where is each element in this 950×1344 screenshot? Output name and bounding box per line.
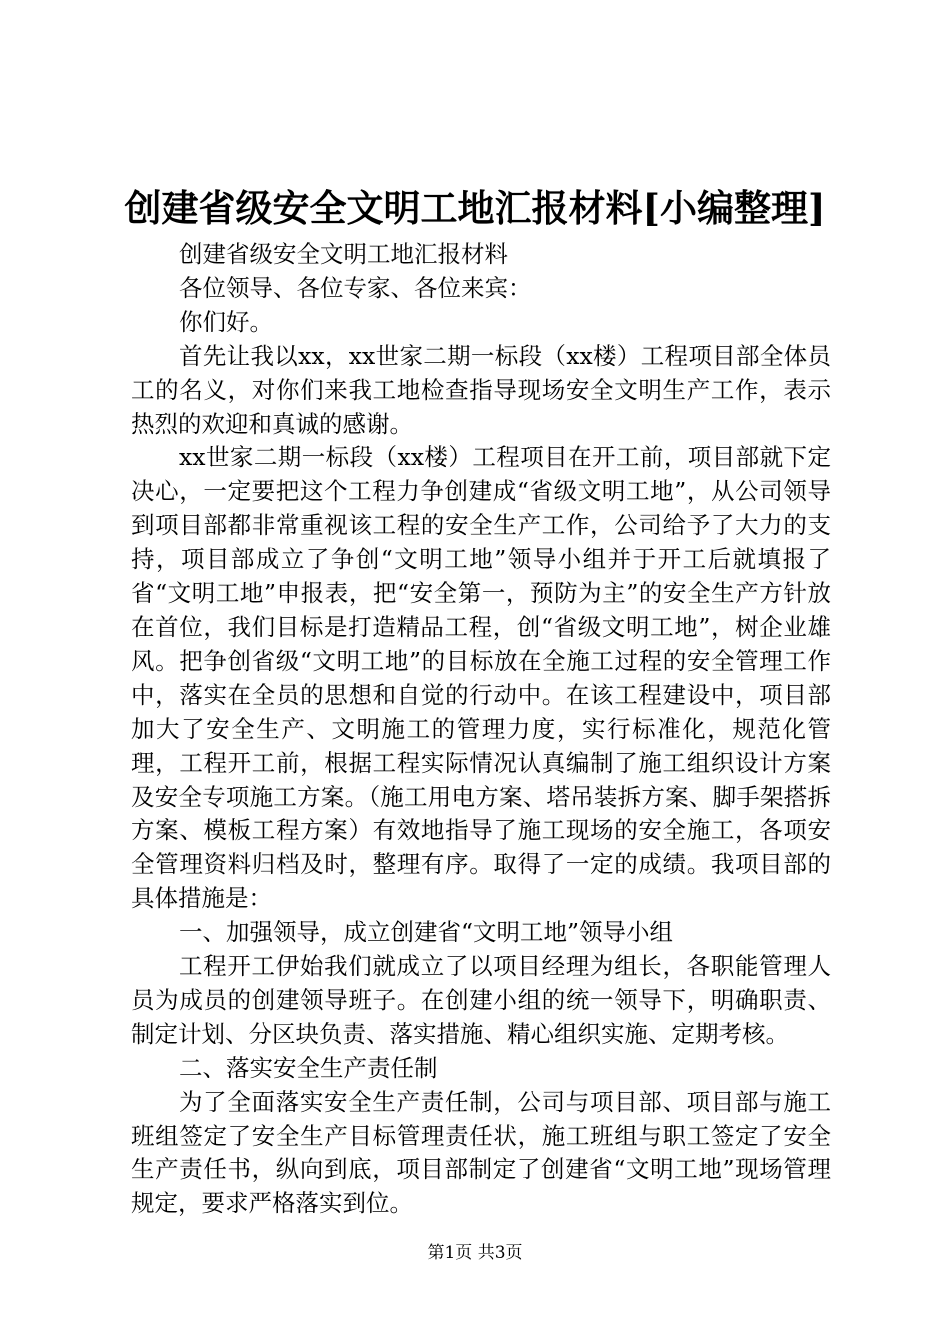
paragraph-subtitle: 创建省级安全文明工地汇报材料 [179, 240, 508, 268]
document-body [131, 238, 831, 1221]
page-footer: 第1页 共3页 [427, 1243, 523, 1263]
document-title: 创建省级安全文明工地汇报材料[小编整理] [124, 186, 826, 230]
paragraph-salutation: 各位领导、各位专家、各位来宾： [179, 273, 532, 302]
paragraph-section-1: 工程开工伊始我们就成立了以项目经理为组长，各职能管理人员为成员的创建领导班子。在创建小组的统一领导下，明确职责、制定计划、分区块负责、落实措施、精心组织实施、定期考核。 [131, 952, 831, 1048]
paragraph-section-2: 为了全面落实安全生产责任制，公司与项目部、项目部与施工班组签定了安全生产目标管理责任状，施工班组与职工签定了安全生产责任书，纵向到底，项目部制定了创建省“文明工地”现场管理规定，要求严格落实到位。 [131, 1087, 831, 1218]
paragraph-overview: xx世家二期一标段（xx楼）工程项目在开工前，项目部就下定决心，一定要把这个工程力争创建成“省级文明工地”，从公司领导到项目部都非常重视该工程的安全生产工作，公司给予了大力的支持，项目部成立了争创“文明工地”领导小组并于开工后就填报了省“文明工地”申报表，把“安全第一，预防为主”的安全生产方针放在首位，我们目标是打造精品工程，创“省级文明工地”，树企业雄风。把争创省级“文明工地”的目标放在全施工过程的安全管理工作中，落实在全员的思想和自觉的行动中。在该工程建设中，项目部加大了安全生产、文明施工的管理力度，实行标准化，规范化管理，工程开工前，根据工程实际情况认真编制了施工组织设计方案及安全专项施工方案。（施工用电方案、塔吊装拆方案、脚手架搭拆方案、模板工程方案）有效地指导了施工现场的安全施工，各项安全管理资料归档及时，整理有序。取得了一定的成绩。我项目部的具体措施是： [131, 443, 831, 913]
section-heading-2: 二、落实安全生产责任制 [179, 1053, 438, 1082]
section-heading-1: 一、加强领导，成立创建省“文明工地”领导小组 [179, 918, 674, 947]
paragraph-welcome: 首先让我以xx，xx世家二期一标段（xx楼）工程项目部全体员工的名义，对你们来我工地检查指导现场安全文明生产工作，表示热烈的欢迎和真诚的感谢。 [131, 341, 831, 438]
paragraph-greeting: 你们好。 [179, 307, 273, 336]
